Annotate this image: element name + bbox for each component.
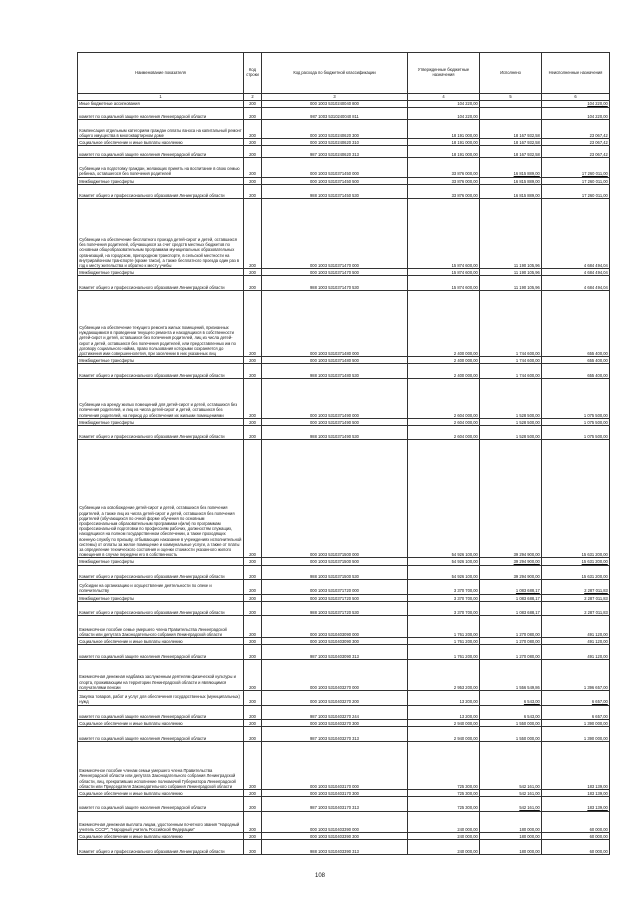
row-executed: 1 528 500,00 — [480, 418, 542, 425]
row-name: Межбюджетные трансферты — [78, 594, 244, 601]
row-code: 200 — [244, 594, 262, 601]
row-executed: 16 815 889,00 — [480, 177, 542, 184]
row-classifier: 987 1003 5310240620 313 — [262, 146, 408, 158]
row-executed: 1 744 600,00 — [480, 364, 542, 379]
row-name: комитет по социальной защите населения Ленинградской области — [78, 146, 244, 158]
row-unexecuted: 104 220,00 — [542, 100, 610, 107]
row-executed: 1 550 000,00 — [480, 727, 542, 742]
row-name: Социальное обеспечение и иные выплаты населению — [78, 833, 244, 840]
table-row — [78, 107, 610, 119]
row-code: 200 — [244, 139, 262, 146]
row-unexecuted: 4 684 494,04 — [542, 269, 610, 276]
row-executed: 1 744 600,00 — [480, 357, 542, 364]
budget-table — [77, 52, 610, 855]
row-classifier: 000 1003 5310403270 000 — [262, 659, 408, 690]
row-classifier: 000 1003 5310403170 300 — [262, 789, 408, 796]
row-code: 200 — [244, 840, 262, 855]
row-executed: 1 744 600,00 — [480, 290, 542, 356]
row-unexecuted: 655 400,00 — [542, 364, 610, 379]
row-name: Социальное обеспечение и иные выплаты населению — [78, 638, 244, 645]
row-name: Ежемесячная денежная выплата лицам, удостоенным почетного звания "Народный учитель СССР", "Народный учитель Российской Федерации" — [78, 811, 244, 833]
row-code: 200 — [244, 290, 262, 356]
row-code: 200 — [244, 269, 262, 276]
table-row — [78, 727, 610, 742]
row-approved: 240 000,00 — [408, 840, 480, 855]
row-code: 200 — [244, 184, 262, 199]
row-name: Межбюджетные трансферты — [78, 357, 244, 364]
row-approved: 1 761 200,00 — [408, 645, 480, 660]
table-row — [78, 638, 610, 645]
row-classifier: 000 1003 5310403170 000 — [262, 741, 408, 789]
row-code: 200 — [244, 601, 262, 616]
row-approved: 240 000,00 — [408, 833, 480, 840]
row-code: 200 — [244, 418, 262, 425]
row-unexecuted: 1 390 000,00 — [542, 720, 610, 727]
row-approved: 2 953 200,00 — [408, 659, 480, 690]
row-code: 200 — [244, 276, 262, 291]
row-code: 200 — [244, 565, 262, 580]
row-unexecuted: 183 139,00 — [542, 741, 610, 789]
table-row — [78, 418, 610, 425]
row-classifier: 000 1003 5310371480 500 — [262, 357, 408, 364]
row-classifier: 988 1003 5310371500 530 — [262, 565, 408, 580]
row-name: Ежемесячная денежная надбавка заслуженным деятелям физической культуры и спорта, проживающим на территории Ленинградской области и являющимся получателями пенсии — [78, 659, 244, 690]
row-executed: 1 556 549,86 — [480, 659, 542, 690]
table-body — [78, 100, 610, 854]
row-name: Закупка товаров, работ и услуг для обеспечения государственных (муниципальных) нужд — [78, 691, 244, 706]
header-executed: Исполнено — [480, 53, 542, 94]
row-code: 200 — [244, 558, 262, 565]
row-unexecuted: 183 139,00 — [542, 797, 610, 812]
table-row — [78, 797, 610, 812]
table-row — [78, 425, 610, 440]
row-name: Комитет общего и профессионального образования Ленинградской области — [78, 565, 244, 580]
table-row — [78, 833, 610, 840]
table-row — [78, 789, 610, 796]
row-classifier: 000 1003 5310240040 800 — [262, 100, 408, 107]
row-approved: 2 940 000,00 — [408, 720, 480, 727]
row-name: Комитет общего и профессионального образования Ленинградской области — [78, 276, 244, 291]
row-approved: 15 874 600,00 — [408, 269, 480, 276]
row-unexecuted: 17 260 011,00 — [542, 184, 610, 199]
table-row — [78, 720, 610, 727]
row-unexecuted: 6 657,00 — [542, 705, 610, 720]
row-name: Ежемесячное пособие семье умершего члена Правительства Ленинградской области или депутата Законодательного собрания Ленинградской области — [78, 616, 244, 638]
row-executed: 11 190 105,96 — [480, 276, 542, 291]
row-approved: 18 191 000,00 — [408, 119, 480, 138]
table-row — [78, 580, 610, 595]
row-name: Социальное обеспечение и иные выплаты населению — [78, 789, 244, 796]
row-name: Субвенции на аренду жилых помещений для детей-сирот и детей, оставшихся без попечения родителей, и лиц из числа детей-сирот и детей, оставшихся без попечения родителей, на период до обеспечения их жилыми помещениями — [78, 378, 244, 418]
row-name: комитет по социальной защите населения Ленинградской области — [78, 797, 244, 812]
row-classifier: 988 1003 5310403390 313 — [262, 840, 408, 855]
row-executed: 11 190 105,96 — [480, 269, 542, 276]
row-approved: 3 370 700,00 — [408, 601, 480, 616]
table-row — [78, 659, 610, 690]
row-executed: 1 270 080,00 — [480, 638, 542, 645]
row-approved: 33 876 000,00 — [408, 158, 480, 177]
row-approved: 54 926 100,00 — [408, 565, 480, 580]
row-code: 200 — [244, 364, 262, 379]
row-executed: 1 270 080,00 — [480, 645, 542, 660]
row-name: Субвенции на обеспечение бесплатного проезда детей-сирот и детей, оставшихся без попечения родителей, обучающихся за счет средств местных бюджетов по основным общеобразовательным программам муниципальных образовательных организаций, на городском, пригородном транспорте, в сельской местности на внутрирайонном транспорте (кроме такси), а также бесплатного проезда один раз в год к месту жительства и обратно к месту учебы — [78, 199, 244, 269]
row-unexecuted: 1 075 500,00 — [542, 378, 610, 418]
row-unexecuted: 655 400,00 — [542, 290, 610, 356]
row-code: 200 — [244, 425, 262, 440]
page-number: 108 — [314, 873, 325, 879]
row-classifier: 987 1003 5310240040 811 — [262, 107, 408, 119]
row-unexecuted: 15 631 200,00 — [542, 565, 610, 580]
row-approved: 104 220,00 — [408, 100, 480, 107]
row-code: 200 — [244, 146, 262, 158]
row-unexecuted: 4 684 494,04 — [542, 276, 610, 291]
table-row — [78, 565, 610, 580]
row-unexecuted: 17 260 011,00 — [542, 177, 610, 184]
row-unexecuted: 1 396 657,00 — [542, 659, 610, 690]
row-code: 200 — [244, 705, 262, 720]
row-approved: 2 400 000,00 — [408, 364, 480, 379]
row-classifier: 000 1003 5310240620 310 — [262, 139, 408, 146]
row-code: 200 — [244, 833, 262, 840]
row-code: 200 — [244, 789, 262, 796]
table-row — [78, 146, 610, 158]
row-unexecuted: 60 000,00 — [542, 840, 610, 855]
column-number: 6 — [542, 94, 610, 101]
table-row — [78, 378, 610, 418]
row-approved: 15 874 600,00 — [408, 199, 480, 269]
row-name: Субвенции на обеспечение текущего ремонта жилых помещений, признанных нуждающимися в проведении текущего ремонта и находящихся в собственности детей-сирот и детей, оставшихся без попечения родителей, лиц из числа детей-сирот и детей, оставшихся без попечения родителей, или предоставленных им по договору социального найма, право пользования которыми сохраняется до достижения ими совершеннолетия, при заселении в них указанных лиц — [78, 290, 244, 356]
row-unexecuted: 60 000,00 — [542, 833, 610, 840]
row-code: 200 — [244, 720, 262, 727]
row-name: Межбюджетные трансферты — [78, 177, 244, 184]
row-classifier: 000 1003 5310371490 000 — [262, 378, 408, 418]
row-unexecuted: 655 400,00 — [542, 357, 610, 364]
table-row — [78, 269, 610, 276]
row-unexecuted: 491 120,00 — [542, 616, 610, 638]
table-row — [78, 691, 610, 706]
row-executed: 18 167 932,58 — [480, 146, 542, 158]
row-name: комитет по социальной защите населения Ленинградской области — [78, 705, 244, 720]
header-row — [78, 53, 610, 94]
column-number: 5 — [480, 94, 542, 101]
table-row — [78, 840, 610, 855]
table-row — [78, 705, 610, 720]
row-unexecuted: 23 067,42 — [542, 119, 610, 138]
row-unexecuted: 23 067,42 — [542, 146, 610, 158]
row-unexecuted: 2 287 011,83 — [542, 594, 610, 601]
row-classifier: 987 1003 5310403090 313 — [262, 645, 408, 660]
row-executed: 1 083 688,17 — [480, 601, 542, 616]
row-approved: 104 220,00 — [408, 107, 480, 119]
row-unexecuted: 1 390 000,00 — [542, 727, 610, 742]
row-unexecuted: 2 287 011,83 — [542, 601, 610, 616]
row-classifier: 000 1003 5310403090 300 — [262, 638, 408, 645]
table-row — [78, 199, 610, 269]
row-executed: 16 815 889,00 — [480, 184, 542, 199]
row-code: 200 — [244, 638, 262, 645]
row-unexecuted: 23 067,42 — [542, 139, 610, 146]
row-classifier: 000 1003 5310371500 000 — [262, 440, 408, 558]
row-name: Субсидии на организацию и осуществление деятельности по опеке и попечительству — [78, 580, 244, 595]
row-approved: 725 300,00 — [408, 789, 480, 796]
row-code: 200 — [244, 616, 262, 638]
row-unexecuted: 4 684 494,04 — [542, 199, 610, 269]
row-name: Межбюджетные трансферты — [78, 418, 244, 425]
row-code: 200 — [244, 645, 262, 660]
row-approved: 54 926 100,00 — [408, 440, 480, 558]
row-classifier: 000 1003 5310403270 200 — [262, 691, 408, 706]
row-executed: 39 294 900,00 — [480, 565, 542, 580]
row-classifier: 987 1003 5310403270 244 — [262, 705, 408, 720]
table-row — [78, 364, 610, 379]
row-executed: 1 528 500,00 — [480, 378, 542, 418]
row-approved: 1 761 200,00 — [408, 638, 480, 645]
row-unexecuted: 183 139,00 — [542, 789, 610, 796]
row-approved: 2 400 000,00 — [408, 290, 480, 356]
table-row — [78, 601, 610, 616]
table-row — [78, 177, 610, 184]
row-unexecuted: 104 220,00 — [542, 107, 610, 119]
row-executed: 1 083 688,17 — [480, 580, 542, 595]
row-classifier: 988 1003 5310371480 530 — [262, 364, 408, 379]
row-approved: 33 876 000,00 — [408, 184, 480, 199]
row-executed: 16 815 889,00 — [480, 158, 542, 177]
row-name: Иные бюджетные ассигнования — [78, 100, 244, 107]
row-code: 200 — [244, 199, 262, 269]
row-code: 200 — [244, 811, 262, 833]
row-name: Компенсация отдельным категориям граждан оплаты взноса на капитальный ремонт общего имущества в многоквартирном доме — [78, 119, 244, 138]
row-approved: 33 876 000,00 — [408, 177, 480, 184]
row-name: Комитет общего и профессионального образования Ленинградской области — [78, 184, 244, 199]
row-code: 200 — [244, 177, 262, 184]
row-classifier: 000 1003 5310371480 000 — [262, 290, 408, 356]
row-executed: 11 190 105,96 — [480, 199, 542, 269]
row-executed: 1 270 080,00 — [480, 616, 542, 638]
row-code: 200 — [244, 691, 262, 706]
row-executed: 18 167 932,58 — [480, 119, 542, 138]
row-classifier: 988 1003 5310371470 530 — [262, 276, 408, 291]
row-name: Ежемесячное пособие членам семьи умершего члена Правительства Ленинградской области или депутата Законодательного собрания Ленинградской области, лиц, прекративших исполнение полномочий Губернатора Ленинградской области или Председателя Законодательного собрания Ленинградской области — [78, 741, 244, 789]
row-unexecuted: 1 075 500,00 — [542, 425, 610, 440]
row-unexecuted: 15 631 200,00 — [542, 440, 610, 558]
row-name: Комитет общего и профессионального образования Ленинградской области — [78, 601, 244, 616]
row-executed: 39 294 900,00 — [480, 558, 542, 565]
row-classifier: 987 1003 5310403270 313 — [262, 727, 408, 742]
column-number: 2 — [244, 94, 262, 101]
column-number: 3 — [262, 94, 408, 101]
row-executed — [480, 100, 542, 107]
row-approved: 15 874 600,00 — [408, 276, 480, 291]
row-name: комитет по социальной защите населения Ленинградской области — [78, 645, 244, 660]
row-classifier: 987 1003 5310403170 313 — [262, 797, 408, 812]
row-classifier: 000 1003 5310240620 300 — [262, 119, 408, 138]
row-name: Комитет общего и профессионального образования Ленинградской области — [78, 425, 244, 440]
row-code: 200 — [244, 741, 262, 789]
row-approved: 1 761 200,00 — [408, 616, 480, 638]
table-row — [78, 276, 610, 291]
row-classifier: 000 1003 5310371720 000 — [262, 580, 408, 595]
row-name: Комитет общего и профессионального образования Ленинградской области — [78, 840, 244, 855]
row-approved: 13 200,00 — [408, 691, 480, 706]
row-unexecuted: 15 631 200,00 — [542, 558, 610, 565]
row-classifier: 000 1003 5310403090 000 — [262, 616, 408, 638]
table-row — [78, 645, 610, 660]
row-executed: 542 161,00 — [480, 741, 542, 789]
row-executed: 542 161,00 — [480, 789, 542, 796]
row-name: Субвенции на подготовку граждан, желающих принять на воспитание в свою семью ребенка, оставшегося без попечения родителей — [78, 158, 244, 177]
row-unexecuted: 491 120,00 — [542, 645, 610, 660]
table-row — [78, 357, 610, 364]
row-name: Социальное обеспечение и иные выплаты населению — [78, 720, 244, 727]
row-name: Субвенции на освобождение детей-сирот и детей, оставшихся без попечения родителей, а также лиц из числа детей-сирот и детей, оставшихся без попечения родителей (обучающихся по очной форме обучения по основным профессиональным образовательным программам и(или) по программам профессиональной подготовки по профессиям рабочих, должностям служащих, находящихся на полном государственном обеспечении, а также проходящих военную службу по призыву, отбывающих наказание в учреждениях исполнительной системы) от оплаты за жилое помещение и коммунальные услуги, а также от платы за определение технического состояния и оценки стоимости указанного жилого помещения в случае передачи его в собственность — [78, 440, 244, 558]
row-executed: 1 528 500,00 — [480, 425, 542, 440]
row-name: Межбюджетные трансферты — [78, 269, 244, 276]
row-executed: 180 000,00 — [480, 840, 542, 855]
row-approved: 54 926 100,00 — [408, 558, 480, 565]
table-row — [78, 741, 610, 789]
table-row — [78, 158, 610, 177]
header-name: Наименование показателя — [78, 53, 244, 94]
row-approved: 240 000,00 — [408, 811, 480, 833]
row-unexecuted: 6 657,00 — [542, 691, 610, 706]
row-approved: 725 300,00 — [408, 741, 480, 789]
row-code: 200 — [244, 659, 262, 690]
row-classifier: 988 1003 5310371720 530 — [262, 601, 408, 616]
row-executed: 6 543,00 — [480, 691, 542, 706]
header-unexecuted: Неисполненные назначения — [542, 53, 610, 94]
row-name: комитет по социальной защите населения Ленинградской области — [78, 727, 244, 742]
row-approved: 18 191 000,00 — [408, 139, 480, 146]
row-classifier: 000 1003 5310371470 500 — [262, 269, 408, 276]
row-name: Межбюджетные трансферты — [78, 558, 244, 565]
table-row — [78, 119, 610, 138]
row-code: 200 — [244, 378, 262, 418]
row-approved: 2 400 000,00 — [408, 357, 480, 364]
row-classifier: 000 1003 5310371490 500 — [262, 418, 408, 425]
row-unexecuted: 491 120,00 — [542, 638, 610, 645]
row-code: 200 — [244, 727, 262, 742]
table-row — [78, 139, 610, 146]
row-executed: 39 294 900,00 — [480, 440, 542, 558]
row-classifier: 000 1003 5310403270 300 — [262, 720, 408, 727]
row-classifier: 000 1003 5310403390 300 — [262, 833, 408, 840]
row-code: 200 — [244, 440, 262, 558]
row-approved: 13 200,00 — [408, 705, 480, 720]
row-classifier: 988 1003 5310371490 530 — [262, 425, 408, 440]
table-row — [78, 100, 610, 107]
row-name: комитет по социальной защите населения Ленинградской области — [78, 107, 244, 119]
row-executed: 180 000,00 — [480, 833, 542, 840]
row-approved: 2 604 000,00 — [408, 378, 480, 418]
row-approved: 2 940 000,00 — [408, 727, 480, 742]
table-row — [78, 290, 610, 356]
row-code: 200 — [244, 580, 262, 595]
row-approved: 2 604 000,00 — [408, 425, 480, 440]
table-row — [78, 184, 610, 199]
row-unexecuted: 17 260 011,00 — [542, 158, 610, 177]
row-classifier: 000 1003 5310371450 000 — [262, 158, 408, 177]
row-executed: 18 167 932,58 — [480, 139, 542, 146]
row-code: 200 — [244, 100, 262, 107]
row-classifier: 988 1003 5310371450 530 — [262, 184, 408, 199]
row-executed: 6 543,00 — [480, 705, 542, 720]
row-approved: 3 370 700,00 — [408, 580, 480, 595]
table-row — [78, 811, 610, 833]
row-classifier: 000 1003 5310371720 500 — [262, 594, 408, 601]
header-classifier: Код расхода по бюджетной классификации — [262, 53, 408, 94]
row-code: 200 — [244, 119, 262, 138]
row-classifier: 000 1003 5310371450 500 — [262, 177, 408, 184]
column-number: 4 — [408, 94, 480, 101]
column-number: 1 — [78, 94, 244, 101]
row-unexecuted: 60 000,00 — [542, 811, 610, 833]
table-row — [78, 558, 610, 565]
table-row — [78, 440, 610, 558]
header-code: Код строки — [244, 53, 262, 94]
header-approved: Утвержденные бюджетные назначения — [408, 53, 480, 94]
row-code: 200 — [244, 357, 262, 364]
row-approved: 2 604 000,00 — [408, 418, 480, 425]
row-executed — [480, 107, 542, 119]
table-row — [78, 616, 610, 638]
row-unexecuted: 1 075 500,00 — [542, 418, 610, 425]
row-approved: 725 300,00 — [408, 797, 480, 812]
row-classifier: 000 1003 5310403390 000 — [262, 811, 408, 833]
row-approved: 3 370 700,00 — [408, 594, 480, 601]
row-code: 200 — [244, 107, 262, 119]
row-executed: 1 083 688,17 — [480, 594, 542, 601]
row-name: Комитет общего и профессионального образования Ленинградской области — [78, 364, 244, 379]
row-code: 200 — [244, 797, 262, 812]
row-code: 200 — [244, 158, 262, 177]
row-executed: 1 550 000,00 — [480, 720, 542, 727]
row-name: Социальное обеспечение и иные выплаты населению — [78, 139, 244, 146]
table-row — [78, 594, 610, 601]
row-approved: 18 191 000,00 — [408, 146, 480, 158]
row-executed: 180 000,00 — [480, 811, 542, 833]
row-unexecuted: 2 287 011,83 — [542, 580, 610, 595]
row-classifier: 000 1003 5310371500 500 — [262, 558, 408, 565]
row-executed: 542 161,00 — [480, 797, 542, 812]
row-classifier: 000 1003 5310371470 000 — [262, 199, 408, 269]
budget-execution-sheet — [77, 52, 609, 855]
